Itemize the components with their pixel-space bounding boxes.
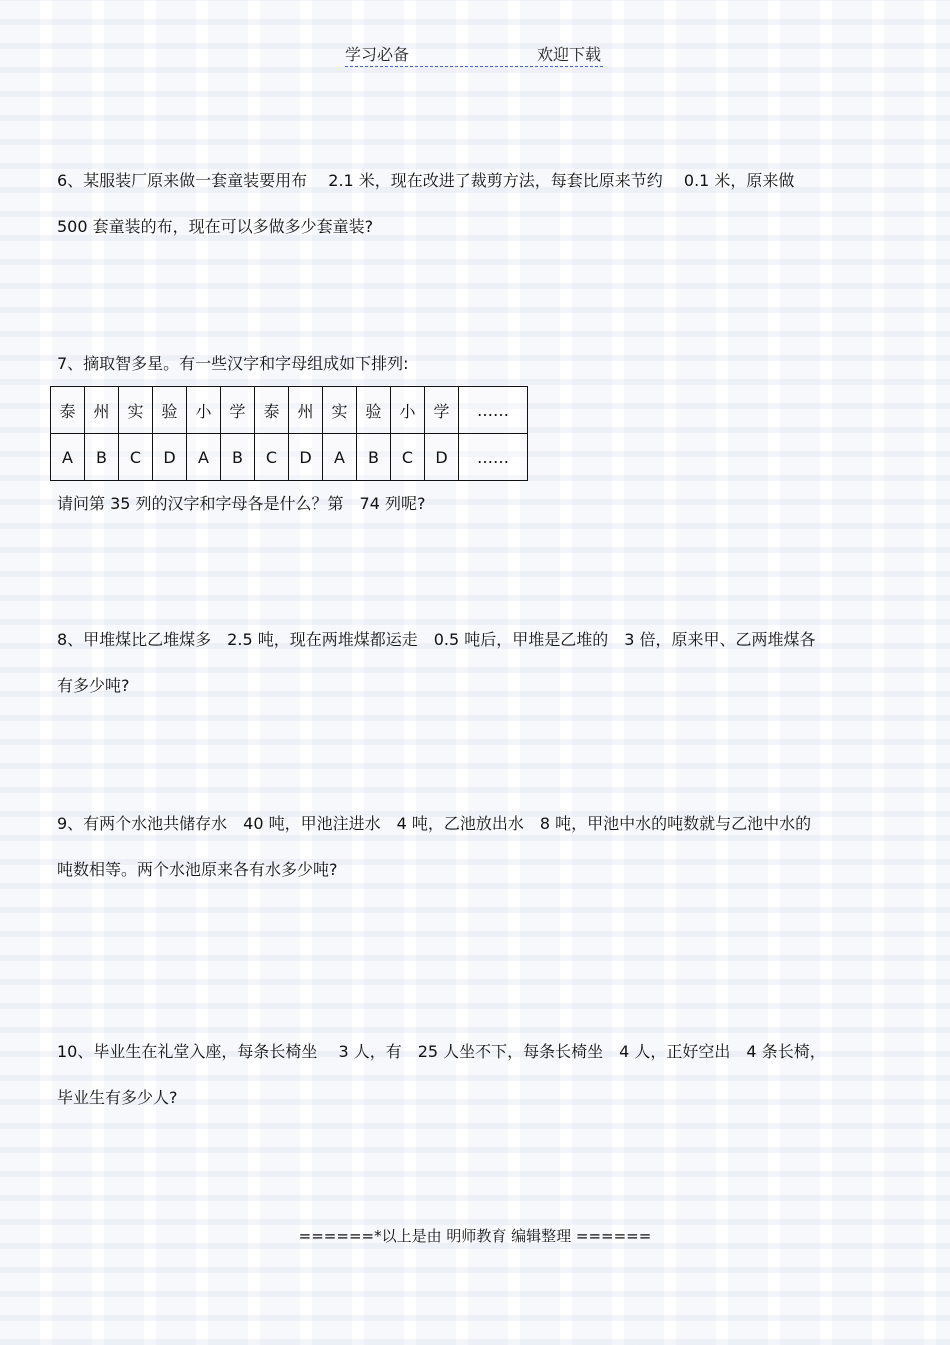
question-7-followup xyxy=(57,481,887,527)
table-cell: 小 xyxy=(391,387,425,434)
table-cell: 验 xyxy=(357,387,391,434)
question-8-line-1: 8、甲堆煤比乙堆煤多 2.5 吨，现在两堆煤都运走 0.5 吨后，甲堆是乙堆的 3 倍，原来甲、乙两堆煤各 xyxy=(57,630,816,649)
table-cell: D xyxy=(425,434,459,481)
table-cell: B xyxy=(221,434,255,481)
table-cell: C xyxy=(255,434,289,481)
sequence-row-letters xyxy=(51,434,528,481)
table-cell: 泰 xyxy=(255,387,289,434)
question-9-line-2: 吨数相等。两个水池原来各有水多少吨? xyxy=(57,860,338,879)
table-cell-ellipsis: …… xyxy=(459,434,528,481)
question-8-line-2: 有多少吨? xyxy=(57,676,130,695)
sequence-table xyxy=(50,386,528,481)
question-6 xyxy=(57,158,887,250)
header-left-text: 学习必备 xyxy=(345,45,410,64)
question-7-line-2: 请问第 35 列的汉字和字母各是什么？第 74 列呢? xyxy=(57,494,426,513)
table-cell: A xyxy=(187,434,221,481)
table-cell: A xyxy=(323,434,357,481)
table-cell: 泰 xyxy=(51,387,85,434)
table-cell: C xyxy=(119,434,153,481)
question-10-line-2: 毕业生有多少人? xyxy=(57,1088,178,1107)
question-9-line-1: 9、有两个水池共储存水 40 吨，甲池注进水 4 吨，乙池放出水 8 吨，甲池中水的吨数就与乙池中水的 xyxy=(57,814,812,833)
table-cell: 实 xyxy=(119,387,153,434)
table-cell: A xyxy=(51,434,85,481)
table-cell: 验 xyxy=(153,387,187,434)
table-cell: 州 xyxy=(85,387,119,434)
table-cell: B xyxy=(357,434,391,481)
question-7-line-1: 7、摘取智多星。有一些汉字和字母组成如下排列: xyxy=(57,354,409,373)
question-10 xyxy=(57,1029,887,1121)
table-cell: 学 xyxy=(425,387,459,434)
table-cell: 实 xyxy=(323,387,357,434)
table-cell: C xyxy=(391,434,425,481)
header-right-text: 欢迎下载 xyxy=(536,45,601,64)
sequence-row-characters xyxy=(51,387,528,434)
question-7-intro xyxy=(57,341,887,387)
table-cell: 学 xyxy=(221,387,255,434)
question-6-line-1: 6、某服装厂原来做一套童装要用布 2.1 米，现在改进了裁剪方法，每套比原来节约 0.1 米，原来做 xyxy=(57,171,795,190)
question-10-line-1: 10、毕业生在礼堂入座，每条长椅坐 3 人，有 25 人坐不下，每条长椅坐 4 人，正好空出 4 条长椅， xyxy=(57,1042,826,1061)
footer-credit: ======*以上是由 明师教育 编辑整理 ====== xyxy=(298,1227,652,1245)
page-header xyxy=(345,42,603,67)
table-cell: D xyxy=(153,434,187,481)
table-cell: D xyxy=(289,434,323,481)
table-cell: B xyxy=(85,434,119,481)
question-6-line-2: 500 套童装的布，现在可以多做多少套童装? xyxy=(57,217,374,236)
table-cell: 州 xyxy=(289,387,323,434)
table-cell: 小 xyxy=(187,387,221,434)
table-cell-ellipsis: …… xyxy=(459,387,528,434)
question-9 xyxy=(57,801,887,893)
question-8 xyxy=(57,617,887,709)
